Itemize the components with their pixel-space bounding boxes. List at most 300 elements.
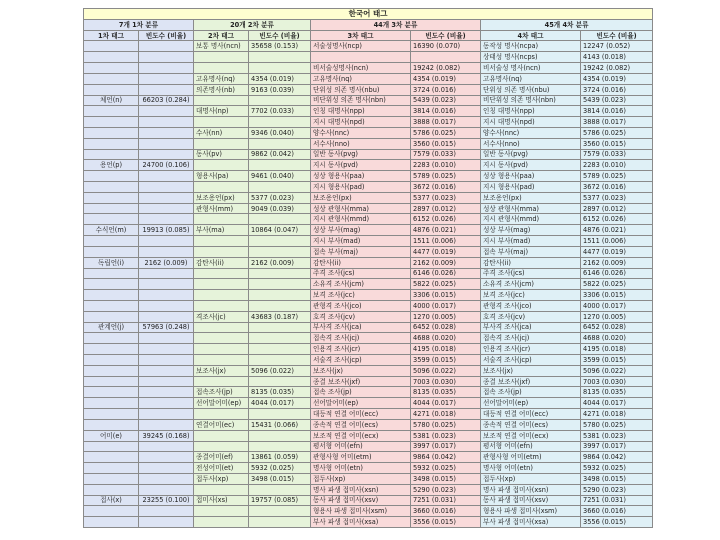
tag-2nd-cell: 형용사(pa) [194,171,249,182]
freq-2nd-cell [249,279,311,290]
table-row [84,333,653,344]
freq-2nd-cell [249,441,311,452]
tag-3rd-cell: 비서술성명사(ncn) [311,63,411,74]
freq-2nd-cell: 15431 (0.066) [249,419,311,430]
column-header-row [84,30,653,41]
freq-1st-cell [139,484,194,495]
tag-2nd-cell: 의존명사(nb) [194,84,249,95]
tag-3rd-cell: 호격 조사(jcv) [311,311,411,322]
freq-1st-cell [139,203,194,214]
column-header: 빈도수 (비율) [249,30,311,41]
freq-3rd-cell: 3599 (0.015) [411,355,481,366]
table-row [84,300,653,311]
freq-4th-cell: 3724 (0.016) [581,84,653,95]
tag-4th-cell: 접속 조사(jp) [481,387,581,398]
freq-1st-cell [139,149,194,160]
tag-3rd-cell: 보조용언(px) [311,192,411,203]
freq-1st-cell [139,409,194,420]
freq-3rd-cell: 4354 (0.019) [411,73,481,84]
table-row [84,279,653,290]
tag-4th-cell: 형용사 파생 접미사(xsm) [481,506,581,517]
tag-2nd-cell: 대명사(np) [194,106,249,117]
tag-2nd-cell: 선어말어미(ep) [194,398,249,409]
table-row [84,257,653,268]
tag-1st-cell [84,63,139,74]
freq-4th-cell: 5381 (0.023) [581,430,653,441]
freq-1st-cell [139,106,194,117]
freq-1st-cell: 23255 (0.100) [139,495,194,506]
freq-3rd-cell: 4688 (0.020) [411,333,481,344]
freq-3rd-cell: 5789 (0.025) [411,171,481,182]
freq-4th-cell: 3560 (0.015) [581,138,653,149]
tag-1st-cell [84,398,139,409]
freq-3rd-cell: 5377 (0.023) [411,192,481,203]
tag-1st-cell [84,52,139,63]
tag-4th-cell: 비서술성 명사(ncn) [481,63,581,74]
tag-3rd-cell: 접속격 조사(jcj) [311,333,411,344]
tag-1st-cell [84,246,139,257]
table-row [84,344,653,355]
tag-1st-cell [84,484,139,495]
freq-2nd-cell: 9049 (0.039) [249,203,311,214]
table-row [84,473,653,484]
tag-2nd-cell: 동사(pv) [194,149,249,160]
freq-4th-cell: 4195 (0.018) [581,344,653,355]
tag-2nd-cell: 관형사(mm) [194,203,249,214]
freq-2nd-cell [249,376,311,387]
tag-4th-cell: 고유명사(nq) [481,73,581,84]
table-row [84,127,653,138]
freq-3rd-cell: 8135 (0.035) [411,387,481,398]
tag-3rd-cell: 접속 조사(jp) [311,387,411,398]
freq-3rd-cell: 6152 (0.026) [411,214,481,225]
freq-4th-cell: 7251 (0.031) [581,495,653,506]
tag-1st-cell: 용언(p) [84,160,139,171]
tag-1st-cell [84,419,139,430]
tag-2nd-cell: 보통 명사(ncn) [194,41,249,52]
freq-1st-cell [139,63,194,74]
tag-2nd-cell [194,279,249,290]
tag-4th-cell: 종속적 연결 어미(ecs) [481,419,581,430]
tag-4th-cell: 종결 보조사(jxf) [481,376,581,387]
freq-4th-cell: 4354 (0.019) [581,73,653,84]
freq-4th-cell: 5290 (0.023) [581,484,653,495]
freq-4th-cell: 3306 (0.015) [581,290,653,301]
tag-4th-cell: 비단위성 의존 명사(nbn) [481,95,581,106]
tag-1st-cell [84,441,139,452]
tag-3rd-cell: 인칭 대명사(npp) [311,106,411,117]
freq-1st-cell [139,419,194,430]
table-row [84,138,653,149]
tag-4th-cell: 성상 형용사(paa) [481,171,581,182]
freq-1st-cell: 57963 (0.248) [139,322,194,333]
tag-1st-cell [84,376,139,387]
tag-1st-cell [84,517,139,528]
table-row [84,365,653,376]
tag-3rd-cell: 부사격 조사(jca) [311,322,411,333]
freq-4th-cell: 6452 (0.028) [581,322,653,333]
freq-1st-cell [139,311,194,322]
tag-4th-cell: 호격 조사(jcv) [481,311,581,322]
freq-2nd-cell: 8135 (0.035) [249,387,311,398]
freq-1st-cell [139,279,194,290]
freq-4th-cell: 7579 (0.033) [581,149,653,160]
table-row [84,171,653,182]
freq-4th-cell: 4477 (0.019) [581,246,653,257]
tag-4th-cell: 부사 파생 접미사(xsa) [481,517,581,528]
freq-2nd-cell: 7702 (0.033) [249,106,311,117]
tag-2nd-cell [194,246,249,257]
freq-1st-cell [139,290,194,301]
freq-1st-cell [139,73,194,84]
freq-1st-cell: 19913 (0.085) [139,225,194,236]
tag-4th-cell: 양수사(nnc) [481,127,581,138]
freq-3rd-cell: 7251 (0.031) [411,495,481,506]
freq-4th-cell: 19242 (0.082) [581,63,653,74]
tag-3rd-cell: 접속 부사(maj) [311,246,411,257]
column-header: 3차 태그 [311,30,411,41]
freq-1st-cell [139,138,194,149]
tag-3rd-cell: 지시 관형사(mmd) [311,214,411,225]
tag-1st-cell [84,452,139,463]
tag-4th-cell: 보조적 연결 어미(ecx) [481,430,581,441]
tag-4th-cell: 지시 대명사(npd) [481,117,581,128]
freq-1st-cell [139,171,194,182]
freq-1st-cell [139,365,194,376]
freq-2nd-cell [249,484,311,495]
tag-3rd-cell: 지시 대명사(npd) [311,117,411,128]
tag-2nd-cell [194,290,249,301]
freq-1st-cell [139,376,194,387]
tag-2nd-cell: 고유명사(nq) [194,73,249,84]
freq-2nd-cell [249,182,311,193]
column-header: 2차 태그 [194,30,249,41]
freq-4th-cell: 5789 (0.025) [581,171,653,182]
tag-1st-cell [84,344,139,355]
tag-2nd-cell: 접속조사(jp) [194,387,249,398]
tag-2nd-cell [194,63,249,74]
group-header-1: 7개 1차 분류 [84,19,194,30]
table-row [84,214,653,225]
freq-1st-cell [139,463,194,474]
tag-4th-cell: 대등적 연결 어미(ecc) [481,409,581,420]
table-row [84,95,653,106]
tag-1st-cell [84,106,139,117]
tag-3rd-cell: 관형사형 어미(etm) [311,452,411,463]
freq-2nd-cell [249,300,311,311]
table-row [84,387,653,398]
freq-3rd-cell: 3556 (0.015) [411,517,481,528]
group-header-row [84,19,653,30]
freq-3rd-cell: 19242 (0.082) [411,63,481,74]
freq-4th-cell: 3599 (0.015) [581,355,653,366]
tag-3rd-cell: 관형격 조사(jco) [311,300,411,311]
table-row [84,182,653,193]
group-header-3: 44개 3차 분류 [311,19,481,30]
tag-3rd-cell: 보조사(jx) [311,365,411,376]
freq-3rd-cell: 2897 (0.012) [411,203,481,214]
freq-3rd-cell: 3814 (0.016) [411,106,481,117]
freq-1st-cell [139,333,194,344]
freq-4th-cell: 3814 (0.016) [581,106,653,117]
freq-3rd-cell: 5439 (0.023) [411,95,481,106]
tag-4th-cell: 관형사형 어미(etm) [481,452,581,463]
tag-1st-cell [84,300,139,311]
freq-2nd-cell [249,138,311,149]
tag-4th-cell: 평서형 어미(efn) [481,441,581,452]
freq-4th-cell: 3888 (0.017) [581,117,653,128]
freq-2nd-cell [249,355,311,366]
table-row [84,419,653,430]
freq-4th-cell: 9864 (0.042) [581,452,653,463]
freq-4th-cell: 4000 (0.017) [581,300,653,311]
tag-3rd-cell: 감탄사(ii) [311,257,411,268]
tag-1st-cell: 어미(e) [84,430,139,441]
freq-4th-cell: 8135 (0.035) [581,387,653,398]
tag-4th-cell: 주격 조사(jcs) [481,268,581,279]
tag-3rd-cell: 명사 파생 접미사(xsn) [311,484,411,495]
tag-4th-cell: 서수사(nno) [481,138,581,149]
freq-3rd-cell: 6452 (0.028) [411,322,481,333]
freq-3rd-cell: 7003 (0.030) [411,376,481,387]
freq-2nd-cell [249,236,311,247]
table-row [84,106,653,117]
tag-1st-cell: 관계언(j) [84,322,139,333]
freq-2nd-cell [249,506,311,517]
tag-4th-cell: 동사 파생 접미사(xsv) [481,495,581,506]
freq-2nd-cell: 5096 (0.022) [249,365,311,376]
tag-4th-cell: 명사형 어미(etn) [481,463,581,474]
tag-3rd-cell: 서수사(nno) [311,138,411,149]
tag-2nd-cell [194,441,249,452]
freq-4th-cell: 12247 (0.052) [581,41,653,52]
freq-2nd-cell: 9163 (0.039) [249,84,311,95]
freq-4th-cell: 7003 (0.030) [581,376,653,387]
table-row [84,160,653,171]
table-row [84,311,653,322]
tag-2nd-cell [194,138,249,149]
tag-4th-cell: 인용격 조사(jcr) [481,344,581,355]
tag-1st-cell: 체언(n) [84,95,139,106]
tag-1st-cell [84,290,139,301]
freq-4th-cell: 3660 (0.016) [581,506,653,517]
tag-1st-cell [84,279,139,290]
tag-2nd-cell [194,117,249,128]
tag-3rd-cell: 동사 파생 접미사(xsv) [311,495,411,506]
freq-2nd-cell: 13861 (0.059) [249,452,311,463]
freq-3rd-cell: 4477 (0.019) [411,246,481,257]
table-row [84,41,653,52]
group-header-2: 20개 2차 분류 [194,19,311,30]
freq-2nd-cell [249,344,311,355]
table-row [84,149,653,160]
freq-3rd-cell: 3888 (0.017) [411,117,481,128]
freq-3rd-cell: 5822 (0.025) [411,279,481,290]
tag-2nd-cell: 연결어미(ec) [194,419,249,430]
freq-1st-cell [139,300,194,311]
tag-3rd-cell: 지시 동사(pvd) [311,160,411,171]
freq-3rd-cell: 5290 (0.023) [411,484,481,495]
table-row [84,463,653,474]
freq-4th-cell: 2283 (0.010) [581,160,653,171]
tag-1st-cell [84,268,139,279]
freq-4th-cell: 3997 (0.017) [581,441,653,452]
tag-4th-cell: 지시 형용사(pad) [481,182,581,193]
freq-4th-cell: 4876 (0.021) [581,225,653,236]
tag-3rd-cell: 성상 형용사(paa) [311,171,411,182]
freq-2nd-cell: 10864 (0.047) [249,225,311,236]
tag-3rd-cell: 고유명사(nq) [311,73,411,84]
freq-1st-cell [139,344,194,355]
table-row [84,203,653,214]
table-row [84,84,653,95]
freq-1st-cell: 24700 (0.106) [139,160,194,171]
tag-3rd-cell: 선어말어미(ep) [311,398,411,409]
tag-2nd-cell: 보조사(jx) [194,365,249,376]
tag-1st-cell [84,117,139,128]
tag-2nd-cell: 부사(ma) [194,225,249,236]
freq-2nd-cell: 43683 (0.187) [249,311,311,322]
tag-4th-cell: 접속격 조사(jcj) [481,333,581,344]
freq-2nd-cell: 19757 (0.085) [249,495,311,506]
freq-1st-cell [139,127,194,138]
tag-4th-cell: 관형격 조사(jco) [481,300,581,311]
freq-4th-cell: 5096 (0.022) [581,365,653,376]
tag-3rd-cell: 접두사(xp) [311,473,411,484]
tag-3rd-cell: 단위성 의존 명사(nbu) [311,84,411,95]
column-header: 빈도수 (비율) [139,30,194,41]
tag-3rd-cell: 지시 부사(mad) [311,236,411,247]
freq-3rd-cell: 6146 (0.026) [411,268,481,279]
freq-1st-cell [139,452,194,463]
freq-4th-cell: 4688 (0.020) [581,333,653,344]
tag-2nd-cell [194,344,249,355]
freq-4th-cell: 2897 (0.012) [581,203,653,214]
freq-2nd-cell: 4354 (0.019) [249,73,311,84]
freq-1st-cell [139,214,194,225]
freq-1st-cell [139,506,194,517]
tag-1st-cell [84,311,139,322]
table-row [84,517,653,528]
tag-1st-cell [84,236,139,247]
table-row [84,430,653,441]
tag-1st-cell [84,365,139,376]
table-row [84,495,653,506]
tag-4th-cell: 지시 부사(mad) [481,236,581,247]
freq-2nd-cell [249,214,311,225]
freq-2nd-cell [249,409,311,420]
freq-1st-cell [139,117,194,128]
freq-2nd-cell [249,246,311,257]
tag-3rd-cell: 종속적 연결 어미(ecs) [311,419,411,430]
table-row [84,484,653,495]
freq-2nd-cell: 9461 (0.040) [249,171,311,182]
tag-4th-cell: 접두사(xp) [481,473,581,484]
freq-1st-cell: 66203 (0.284) [139,95,194,106]
tag-1st-cell [84,127,139,138]
freq-3rd-cell: 1511 (0.006) [411,236,481,247]
freq-4th-cell: 5439 (0.023) [581,95,653,106]
table-row [84,192,653,203]
freq-3rd-cell: 3660 (0.016) [411,506,481,517]
table-row [84,506,653,517]
freq-2nd-cell: 5377 (0.023) [249,192,311,203]
freq-3rd-cell: 16390 (0.070) [411,41,481,52]
tag-4th-cell: 접속 부사(maj) [481,246,581,257]
tag-2nd-cell [194,214,249,225]
tag-1st-cell [84,409,139,420]
tag-4th-cell: 성상 부사(mag) [481,225,581,236]
freq-3rd-cell: 2162 (0.009) [411,257,481,268]
table-row [84,73,653,84]
tag-4th-cell: 선어말어미(ep) [481,398,581,409]
tag-3rd-cell [311,52,411,63]
freq-1st-cell [139,192,194,203]
tag-2nd-cell [194,236,249,247]
tag-3rd-cell: 비단위성 의존 명사(nbn) [311,95,411,106]
tag-3rd-cell: 보격 조사(jcc) [311,290,411,301]
freq-3rd-cell: 9864 (0.042) [411,452,481,463]
tag-1st-cell [84,506,139,517]
freq-2nd-cell: 9862 (0.042) [249,149,311,160]
tag-2nd-cell [194,52,249,63]
freq-3rd-cell: 4195 (0.018) [411,344,481,355]
freq-2nd-cell: 3498 (0.015) [249,473,311,484]
tag-2nd-cell: 감탄사(ii) [194,257,249,268]
table-row [84,52,653,63]
freq-4th-cell: 4271 (0.018) [581,409,653,420]
tag-4th-cell: 보조용언(px) [481,192,581,203]
tag-4th-cell: 감탄사(ii) [481,257,581,268]
tag-2nd-cell: 보조용언(px) [194,192,249,203]
tag-1st-cell [84,387,139,398]
freq-4th-cell: 5780 (0.025) [581,419,653,430]
freq-4th-cell: 6152 (0.026) [581,214,653,225]
table-row [84,355,653,366]
tag-3rd-cell: 양수사(nnc) [311,127,411,138]
tag-2nd-cell [194,506,249,517]
table-row [84,398,653,409]
tag-4th-cell: 보격 조사(jcc) [481,290,581,301]
tag-1st-cell [84,41,139,52]
tag-4th-cell: 동작성 명사(ncpa) [481,41,581,52]
tag-3rd-cell: 형용사 파생 접미사(xsm) [311,506,411,517]
column-header: 빈도수 (비율) [411,30,481,41]
tag-3rd-cell: 서술격 조사(jcp) [311,355,411,366]
tag-3rd-cell: 대등적 연결 어미(ecc) [311,409,411,420]
tag-2nd-cell [194,268,249,279]
tag-2nd-cell [194,95,249,106]
tag-2nd-cell [194,322,249,333]
freq-2nd-cell [249,268,311,279]
tag-3rd-cell: 종결 보조사(jxf) [311,376,411,387]
freq-3rd-cell: 3997 (0.017) [411,441,481,452]
tag-4th-cell: 성상 관형사(mma) [481,203,581,214]
table-row [84,452,653,463]
freq-2nd-cell [249,117,311,128]
tag-4th-cell: 명사 파생 접미사(xsn) [481,484,581,495]
tag-2nd-cell: 접미사(xs) [194,495,249,506]
freq-4th-cell: 1270 (0.005) [581,311,653,322]
tag-2nd-cell [194,430,249,441]
freq-1st-cell: 2162 (0.009) [139,257,194,268]
freq-2nd-cell [249,95,311,106]
tag-4th-cell: 일반 동사(pvg) [481,149,581,160]
freq-2nd-cell: 2162 (0.009) [249,257,311,268]
freq-1st-cell [139,236,194,247]
tag-4th-cell: 보조사(jx) [481,365,581,376]
freq-3rd-cell: 5786 (0.025) [411,127,481,138]
